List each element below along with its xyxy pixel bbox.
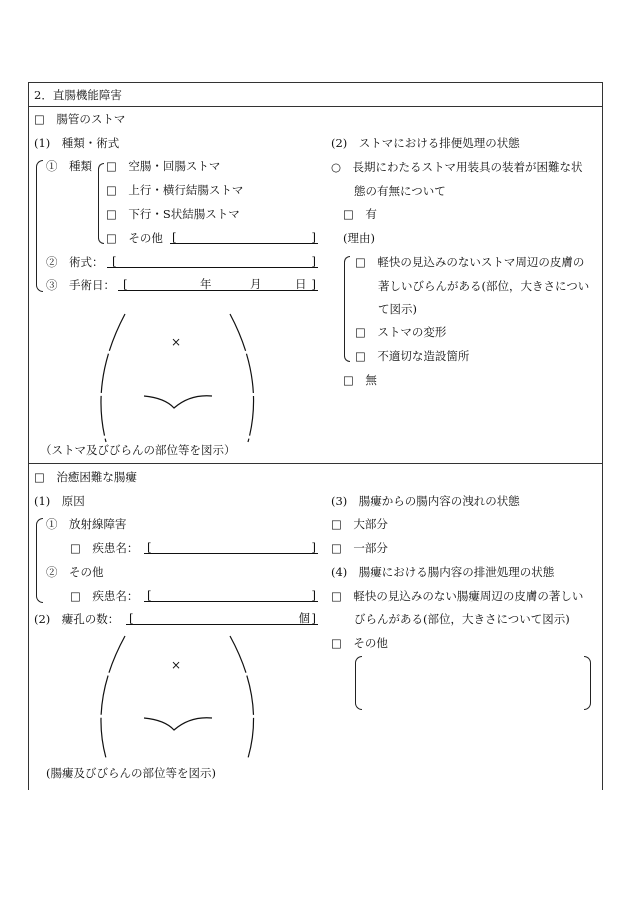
leak-option[interactable]: □ 一部分: [331, 541, 388, 555]
no-checkbox[interactable]: □ 無: [343, 373, 377, 387]
body-diagram[interactable]: [100, 632, 260, 762]
q2-label: (2) ストマにおける排便処理の状態: [331, 136, 520, 150]
date-label: ③ 手術日：: [46, 278, 115, 292]
reason-option[interactable]: □ ストマの変形: [355, 325, 447, 339]
kind-label: ① 種類: [46, 159, 92, 173]
diagram-caption: （ストマ及びびらんの部位等を図示）: [40, 443, 236, 457]
reason-text: て図示): [378, 302, 417, 316]
cause-other: ② その他: [46, 565, 104, 579]
other-input-right[interactable]: [584, 656, 591, 710]
frame-right: [602, 82, 603, 790]
kind-option[interactable]: □ 空腸・回腸ストマ: [106, 159, 221, 173]
divider: [28, 463, 603, 464]
other-kind-input[interactable]: [ ]: [172, 230, 316, 244]
q4-label: (4) 腸瘻における腸内容の排泄処理の状態: [331, 565, 555, 579]
leak-option[interactable]: □ 大部分: [331, 517, 388, 531]
q2-item: 態の有無について: [354, 184, 446, 198]
brace: [344, 256, 350, 362]
other-checkbox[interactable]: □ その他: [331, 636, 388, 650]
brace: [98, 163, 104, 244]
fistula-checkbox[interactable]: □ 治癒困難な腸瘻: [34, 470, 137, 484]
q4-option-text: びらんがある(部位，大きさについて図示): [354, 612, 570, 626]
reason-text: 著しいびらんがある(部位，大きさについ: [378, 279, 590, 293]
kind-option[interactable]: □ 下行・S状結腸ストマ: [106, 207, 240, 221]
method-label: ② 術式：: [46, 255, 104, 269]
disease-input[interactable]: [ ]: [144, 540, 318, 554]
method-input[interactable]: [ ]: [107, 254, 318, 268]
kind-option[interactable]: □ その他: [106, 231, 163, 245]
fistula-count-input[interactable]: [ 個 ]: [126, 611, 318, 625]
reason-option[interactable]: □ 不適切な造設箇所: [355, 349, 470, 363]
q4-option[interactable]: □ 軽快の見込みのない腸瘻周辺の皮膚の著しい: [331, 589, 584, 603]
kind-option[interactable]: □ 上行・横行結腸ストマ: [106, 183, 244, 197]
frame-left: [28, 82, 29, 790]
fistula-mark: ×: [171, 658, 182, 672]
stoma-mark: ×: [171, 335, 182, 349]
cause-radiation: ① 放射線障害: [46, 517, 127, 531]
reason-label: (理由): [343, 231, 375, 245]
date-input[interactable]: [ 年 月 日 ]: [118, 277, 318, 291]
brace: [36, 518, 43, 603]
disease-input[interactable]: [ ]: [144, 588, 318, 602]
body-diagram[interactable]: [100, 310, 260, 445]
yes-checkbox[interactable]: □ 有: [343, 207, 377, 221]
divider: [28, 106, 603, 107]
diagram-caption: (腸瘻及びびらんの部位等を図示): [46, 766, 216, 780]
fistula-count-label: (2) 瘻孔の数：: [34, 612, 120, 626]
brace: [36, 160, 43, 292]
q1-label: (1) 種類・術式: [34, 136, 120, 150]
disease-checkbox[interactable]: □ 疾患名：: [70, 589, 139, 603]
frame-top: [28, 82, 603, 83]
disease-checkbox[interactable]: □ 疾患名：: [70, 541, 139, 555]
q2-item: ○ 長期にわたるストマ用装具の装着が困難な状: [331, 160, 583, 174]
section-header: 2．直腸機能障害: [34, 88, 122, 102]
reason-option[interactable]: □ 軽快の見込みのないストマ周辺の皮膚の: [355, 255, 585, 269]
other-input-left[interactable]: [355, 656, 362, 710]
q3-label: (3) 腸瘻からの腸内容の洩れの状態: [331, 494, 520, 508]
stoma-checkbox[interactable]: □ 腸管のストマ: [34, 112, 126, 126]
cause-label: (1) 原因: [34, 494, 85, 508]
